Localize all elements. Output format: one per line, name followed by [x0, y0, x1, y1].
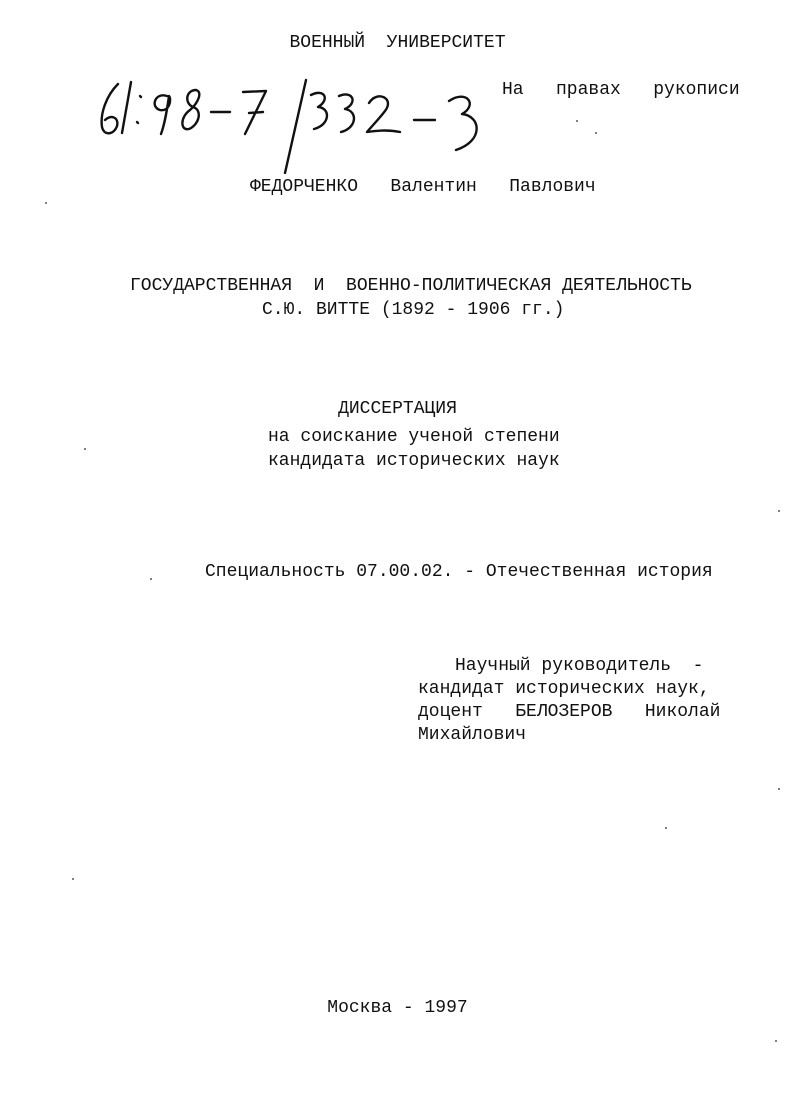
degree-line-1: на соискание ученой степени: [268, 427, 560, 447]
supervisor-line-1: Научный руководитель -: [455, 656, 704, 676]
scan-speck: [150, 578, 152, 580]
scan-speck: [778, 788, 780, 790]
dissertation-label: ДИССЕРТАЦИЯ: [338, 399, 457, 419]
handwritten-registry-number: [92, 72, 502, 174]
scan-speck: [595, 132, 597, 134]
title-line-2: С.Ю. ВИТТЕ (1892 - 1906 гг.): [262, 300, 565, 320]
author-name: ФЕДОРЧЕНКО Валентин Павлович: [250, 177, 596, 197]
scan-speck: [84, 448, 86, 450]
supervisor-line-4: Михайлович: [418, 725, 527, 745]
supervisor-line-3: доцент БЕЛОЗЕРОВ Николай: [418, 702, 721, 722]
scan-speck: [45, 202, 47, 204]
degree-line-2: кандидата исторических наук: [268, 451, 560, 471]
supervisor-line-2: кандидат исторических наук,: [418, 679, 710, 699]
university-name: ВОЕННЫЙ УНИВЕРСИТЕТ: [289, 33, 506, 53]
scan-speck: [665, 827, 667, 829]
handwritten-number-drawing: [92, 72, 502, 174]
scan-speck: [775, 1040, 777, 1042]
city-year: Москва - 1997: [327, 998, 468, 1018]
specialty: Специальность 07.00.02. - Отечественная история: [205, 562, 713, 582]
scan-speck: [778, 510, 780, 512]
manuscript-rights-notice: На правах рукописи: [502, 80, 740, 100]
title-line-1: ГОСУДАРСТВЕННАЯ И ВОЕННО-ПОЛИТИЧЕСКАЯ ДЕЯТЕЛЬНОСТЬ: [130, 276, 692, 296]
scan-speck: [72, 878, 74, 880]
scan-speck: [576, 120, 578, 122]
